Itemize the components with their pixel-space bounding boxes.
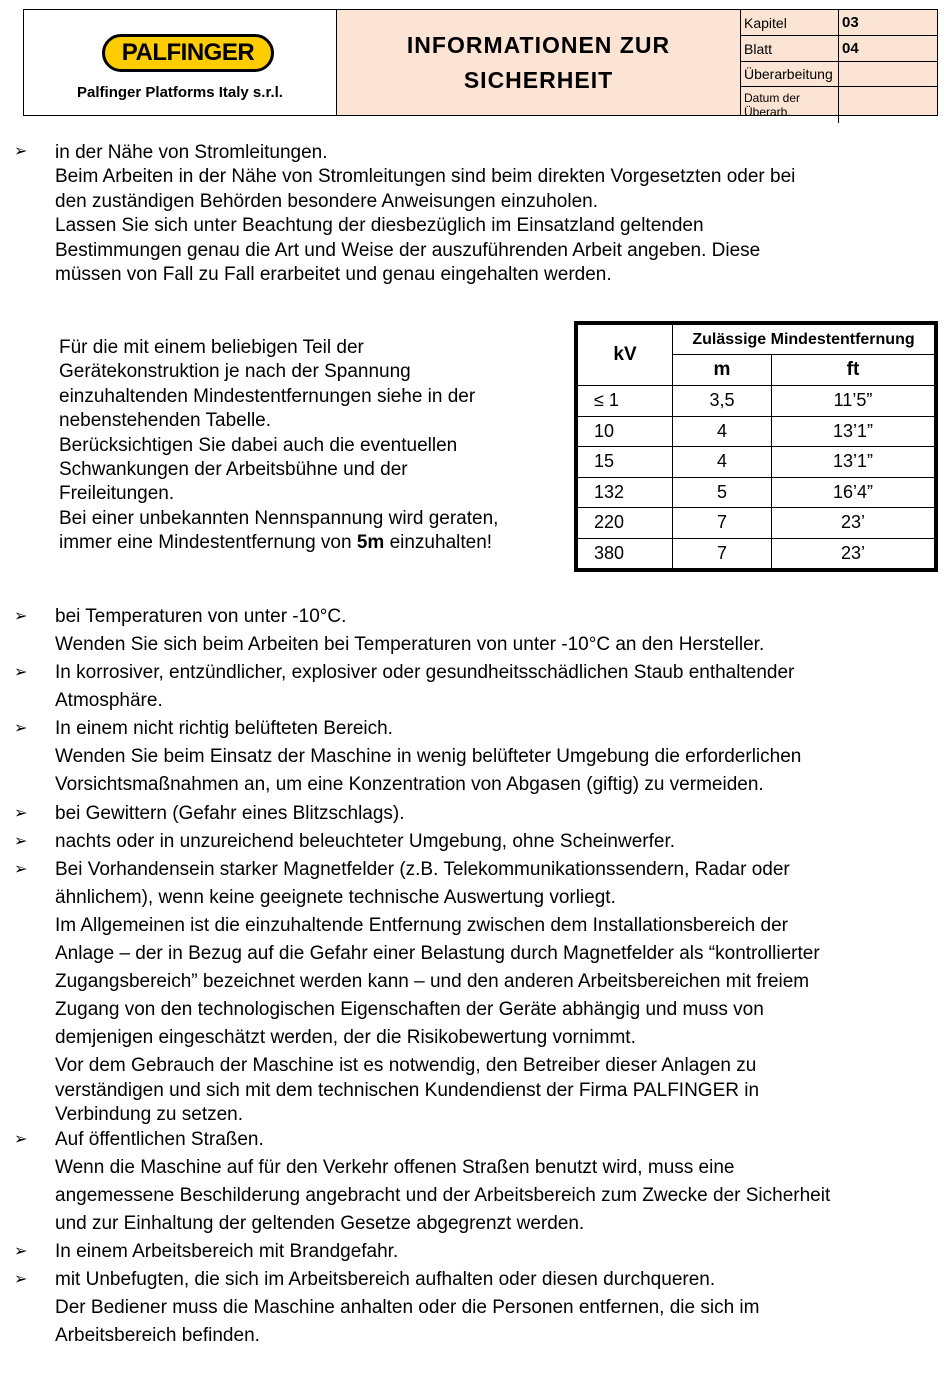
list-item-continuation: demjenigen eingeschätzt werden, der die Risikobewertung vornimmt. [55, 1027, 636, 1048]
meta-value-revision-date [839, 87, 937, 123]
bullet-icon: ➢ [14, 833, 28, 850]
list-item: Auf öffentlichen Straßen. [55, 1129, 264, 1150]
intro-line: in der Nähe von Stromleitungen. [55, 142, 328, 163]
bullet-icon: ➢ [14, 1243, 28, 1260]
cell-kv: 10 [578, 416, 673, 447]
note-text: einzuhalten! [384, 532, 493, 554]
intro-line: Bestimmungen genau die Art und Weise der auszuführenden Arbeit angeben. Diese [55, 239, 761, 261]
col-ft-header: ft [772, 355, 935, 386]
meta-value-sheet: 04 [839, 36, 937, 62]
page-title: INFORMATIONEN ZUR SICHERHEIT [406, 31, 671, 93]
cell-kv: 15 [578, 447, 673, 478]
note-line: einzuhaltenden Mindestentfernungen siehe in der [59, 385, 476, 407]
list-item: bei Gewittern (Gefahr eines Blitzschlags). [55, 803, 405, 824]
table-row [578, 386, 935, 417]
page-title-cell [337, 10, 741, 115]
list-item: In einem nicht richtig belüfteten Bereich. [55, 718, 393, 739]
company-name: Palfinger Platforms Italy s.r.l. [77, 84, 283, 101]
intro-paragraph [55, 141, 795, 287]
table-row [578, 477, 935, 508]
intro-line: den zuständigen Behörden besondere Anweisungen einzuholen. [55, 190, 598, 212]
group-header: Zulässige Mindestentfernung [673, 325, 935, 355]
list-item-continuation: Anlage – der in Bezug auf die Gefahr einer Belastung durch Magnetfelder als “kontrollierter [55, 943, 820, 964]
list-item-continuation: und zur Einhaltung der geltenden Gesetze abgegrenzt werden. [55, 1213, 585, 1234]
bullet-icon: ➢ [14, 664, 28, 681]
list-item-continuation: Zugangsbereich” bezeichnet werden kann – und den anderen Arbeitsbereichen mit freiem [55, 971, 810, 992]
list-item-continuation: Wenn die Maschine auf für den Verkehr offenen Straßen benutzt wird, muss eine [55, 1157, 735, 1178]
meta-label-chapter: Kapitel [741, 10, 839, 36]
list-item: nachts oder in unzureichend beleuchteter Umgebung, ohne Scheinwerfer. [55, 831, 676, 852]
logo-cell [24, 10, 337, 115]
cell-kv: ≤ 1 [578, 386, 673, 417]
list-item-continuation: Arbeitsbereich befinden. [55, 1325, 260, 1346]
note-line: nebenstehenden Tabelle. [59, 410, 272, 432]
note-text: immer eine Mindestentfernung von [59, 532, 357, 554]
bullet-icon: ➢ [14, 720, 28, 737]
cell-m: 7 [673, 538, 772, 569]
col-kv-header: kV [578, 325, 673, 386]
list-item-continuation: Vor dem Gebrauch der Maschine ist es notwendig, den Betreiber dieser Anlagen zu [55, 1055, 757, 1076]
table-row [578, 447, 935, 478]
list-item: In korrosiver, entzündlicher, explosiver oder gesundheitsschädlichen Staub enthaltender [55, 662, 795, 683]
cell-ft: 16’4” [772, 477, 935, 508]
list-item: Bei Vorhandensein starker Magnetfelder (z.B. Telekommunikationssendern, Radar oder [55, 859, 790, 880]
note-line: Berücksichtigen Sie dabei auch die eventuellen [59, 434, 458, 456]
meta-grid [741, 10, 937, 119]
meta-value-revision [839, 62, 937, 87]
list-item-continuation: Atmosphäre. [55, 690, 163, 711]
cell-kv: 220 [578, 508, 673, 539]
document-header [23, 9, 938, 119]
note-line: Gerätekonstruktion je nach der Spannung [59, 361, 411, 383]
list-item-continuation: Wenden Sie sich beim Arbeiten bei Temperaturen von unter -10°C an den Hersteller. [55, 634, 765, 655]
list-item-continuation: Im Allgemeinen ist die einzuhaltende Entfernung zwischen dem Installationsbereich der [55, 915, 788, 936]
list-item-continuation: ähnlichem), wenn keine geeignete technische Auswertung vorliegt. [55, 887, 616, 908]
cell-kv: 132 [578, 477, 673, 508]
palfinger-logo [102, 34, 274, 72]
intro-line: müssen von Fall zu Fall erarbeitet und genau eingehalten werden. [55, 264, 612, 286]
table-row [578, 508, 935, 539]
cell-m: 7 [673, 508, 772, 539]
table-row [578, 416, 935, 447]
note-line: Bei einer unbekannten Nennspannung wird geraten, [59, 507, 499, 529]
cell-ft: 23’ [772, 538, 935, 569]
list-item-continuation: Zugang von den technologischen Eigenschaften der Geräte abhängig und muss von [55, 999, 764, 1020]
note-line: Für die mit einem beliebigen Teil der [59, 337, 364, 358]
cell-ft: 23’ [772, 508, 935, 539]
intro-line: Beim Arbeiten in der Nähe von Stromleitungen sind beim direkten Vorgesetzten oder bei [55, 166, 796, 188]
list-item-continuation: Wenden Sie beim Einsatz der Maschine in wenig belüfteter Umgebung die erforderlichen [55, 746, 802, 767]
note-line: Freileitungen. [59, 483, 175, 505]
list-item-continuation: Vorsichtsmaßnahmen an, um eine Konzentration von Abgasen (giftig) zu vermeiden. [55, 774, 764, 795]
cell-ft: 11’5” [772, 386, 935, 417]
list-item-continuation: angemessene Beschilderung angebracht und der Arbeitsbereich zum Zwecke der Sicherheit [55, 1185, 831, 1206]
intro-line: Lassen Sie sich unter Beachtung der diesbezüglich im Einsatzland geltenden [55, 215, 704, 237]
note-emphasis: 5m [356, 532, 385, 554]
cell-ft: 13’1” [772, 416, 935, 447]
note-line: Schwankungen der Arbeitsbühne und der [59, 459, 408, 481]
cell-kv: 380 [578, 538, 673, 569]
col-m-header: m [673, 355, 772, 386]
cell-ft: 13’1” [772, 447, 935, 478]
meta-label-revision: Überarbeitung [741, 62, 839, 87]
note-line [59, 531, 498, 555]
bullet-icon: ➢ [14, 861, 28, 878]
bullet-icon: ➢ [14, 805, 28, 822]
meta-value-chapter: 03 [839, 10, 937, 36]
bullet-icon: ➢ [14, 608, 28, 625]
meta-label-sheet: Blatt [741, 36, 839, 62]
cell-m: 3,5 [673, 386, 772, 417]
minimum-distance-table [574, 321, 938, 572]
list-item: mit Unbefugten, die sich im Arbeitsbereich aufhalten oder diesen durchqueren. [55, 1269, 716, 1290]
list-item: In einem Arbeitsbereich mit Brandgefahr. [55, 1241, 399, 1262]
list-item-continuation: verständigen und sich mit dem technischen Kundendienst der Firma PALFINGER in [55, 1080, 760, 1101]
logo-text: PALFINGER [121, 39, 255, 66]
table-row [578, 538, 935, 569]
cell-m: 4 [673, 416, 772, 447]
bullet-icon: ➢ [14, 143, 28, 160]
list-item: bei Temperaturen von unter -10°C. [55, 606, 347, 627]
distance-note [59, 336, 498, 556]
cell-m: 5 [673, 477, 772, 508]
meta-label-revision-date: Datum der Überarb. [741, 87, 839, 123]
bullet-icon: ➢ [14, 1131, 28, 1148]
bullet-icon: ➢ [14, 1271, 28, 1288]
list-item-continuation: Der Bediener muss die Maschine anhalten oder die Personen entfernen, die sich im [55, 1297, 760, 1318]
list-item-continuation: Verbindung zu setzen. [55, 1104, 244, 1125]
cell-m: 4 [673, 447, 772, 478]
